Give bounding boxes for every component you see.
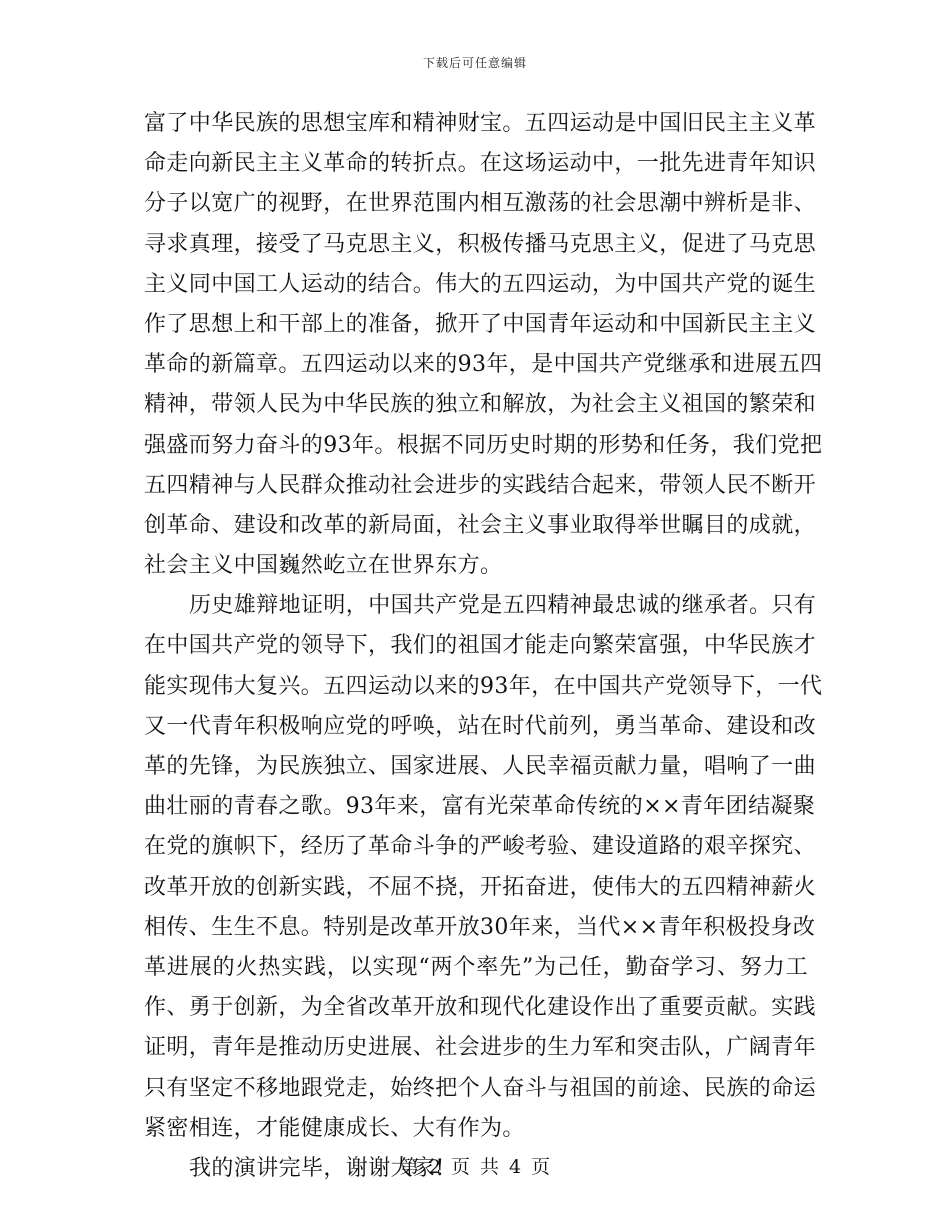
body-text-line: 革的先锋，为民族独立、国家进展、人民幸福贡献力量，唱响了一曲 (144, 754, 817, 779)
body-text-line: 革进展的火热实践，以实现“两个率先”为己任，勤奋学习、努力工 (144, 954, 808, 980)
body-text-line: 革命的新篇章。五四运动以来的93年，是中国共产党继承和进展五四 (144, 352, 823, 378)
body-text-line: 分子以宽广的视野，在世界范围内相互激荡的社会思潮中辨析是非、 (144, 191, 817, 217)
body-text-line: 创革命、建设和改革的新局面，社会主义事业取得举世瞩目的成就， (144, 512, 817, 538)
body-text-line: 又一代青年积极响应党的呼唤，站在时代前列，勇当革命、建设和改 (144, 713, 817, 739)
body-text-line: 五四精神与人民群众推动社会进步的实践结合起来，带领人民不断开 (144, 472, 817, 498)
body-text-line: 相传、生生不息。特别是改革开放30年来，当代××青年积极投身改 (144, 914, 816, 940)
body-text-line: 在党的旗帜下，经历了革命斗争的严峻考验、建设道路的艰辛探究、 (144, 834, 817, 860)
body-text-line: 能实现伟大复兴。五四运动以来的93年，在中国共产党领导下，一代 (144, 673, 823, 699)
body-text-line: 作、勇于创新，为全省改革开放和现代化建设作出了重要贡献。实践 (144, 995, 817, 1021)
body-text-line: 紧密相连，才能健康成长、大有作为。 (144, 1115, 525, 1141)
body-text-line: 命走向新民主主义革命的转折点。在这场运动中，一批先进青年知识 (144, 151, 817, 177)
body-text-line: 精神，带领人民为中华民族的独立和解放，为社会主义祖国的繁荣和 (144, 392, 817, 418)
body-text-line: 只有坚定不移地跟党走，始终把个人奋斗与祖国的前途、民族的命运 (144, 1075, 817, 1101)
body-text-line: 寻求真理，接受了马克思主义，积极传播马克思主义，促进了马克思 (144, 231, 817, 257)
body-text-line: 社会主义中国巍然屹立在世界东方。 (144, 553, 503, 579)
page-number-footer: 第 2 页 共 4 页 (399, 1156, 551, 1178)
body-text-line: 作了思想上和干部上的准备，掀开了中国青年运动和中国新民主主义 (144, 311, 817, 337)
body-text-line: 在中国共产党的领导下，我们的祖国才能走向繁荣富强，中华民族才 (144, 633, 817, 659)
body-text-line: 我的演讲完毕，谢谢大家! (189, 1155, 445, 1181)
document-body (144, 104, 823, 1189)
page-header-note: 下载后可任意编辑 (422, 56, 527, 70)
body-text-line: 证明，青年是推动历史进展、社会进步的生力军和突击队，广阔青年 (144, 1035, 817, 1061)
body-text-line: 曲壮丽的青春之歌。93年来，富有光荣革命传统的××青年团结凝聚 (144, 794, 816, 820)
body-text-line: 主义同中国工人运动的结合。伟大的五四运动，为中国共产党的诞生 (144, 271, 817, 297)
body-text-line: 历史雄辩地证明，中国共产党是五四精神最忠诚的继承者。只有 (189, 593, 817, 619)
body-text-line: 强盛而努力奋斗的93年。根据不同历史时期的形势和任务，我们党把 (144, 432, 823, 458)
body-text-line: 改革开放的创新实践，不屈不挠，开拓奋进，使伟大的五四精神薪火 (144, 874, 817, 900)
body-text-line: 富了中华民族的思想宝库和精神财宝。五四运动是中国旧民主主义革 (144, 111, 817, 136)
